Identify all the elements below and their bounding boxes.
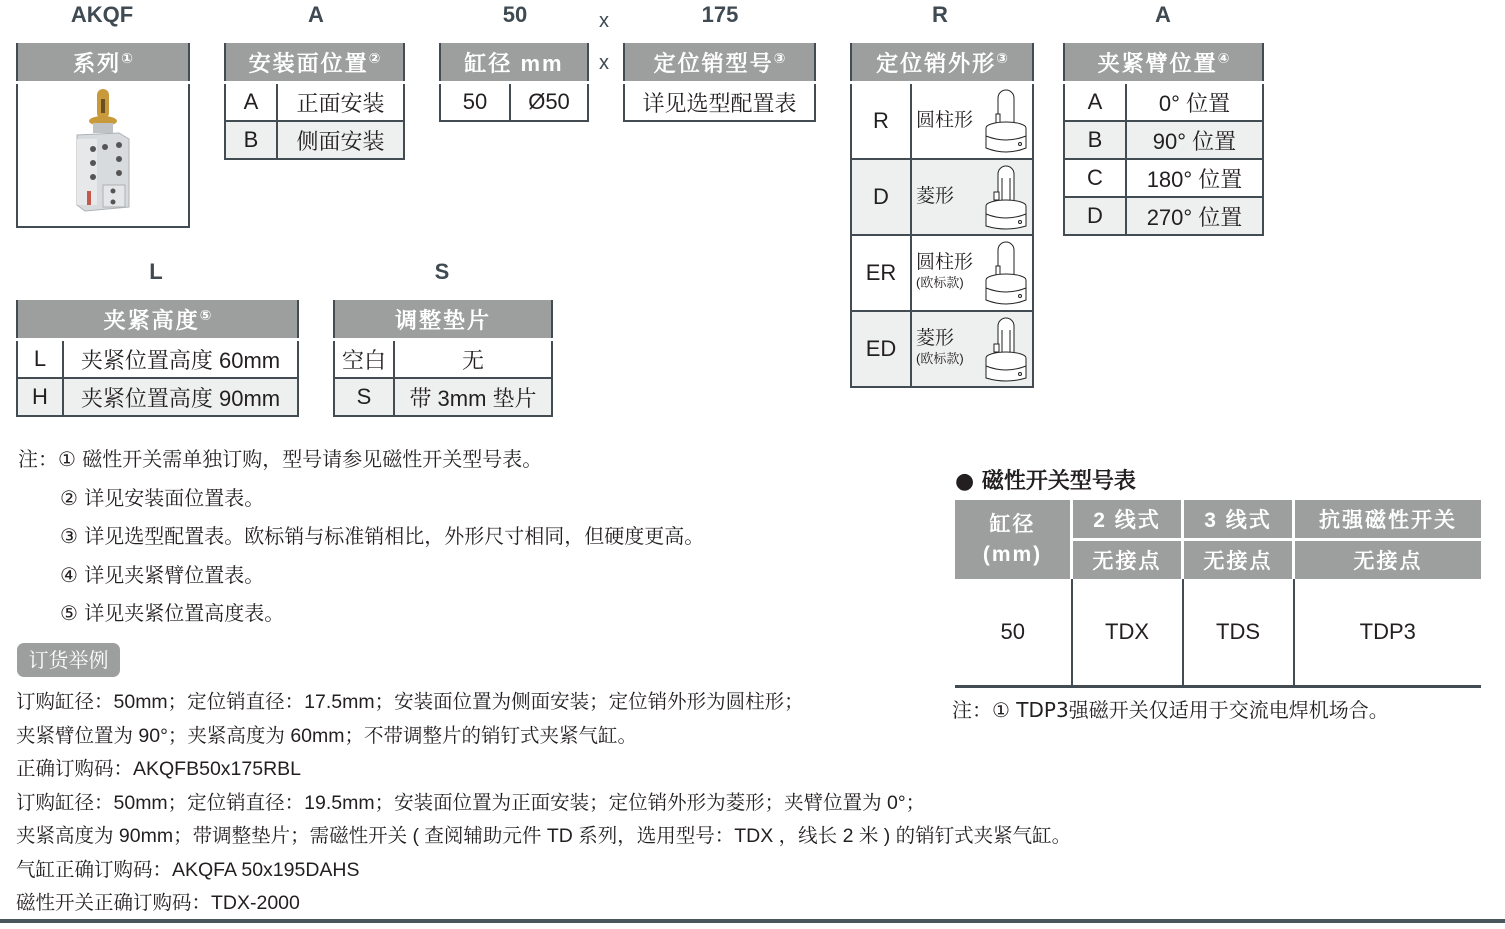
- mag-strong: TDP3: [1294, 579, 1482, 687]
- example-line: 正确订购码：AKQFB50x175RBL: [16, 758, 302, 780]
- diamond-pin-eu-icon: [982, 316, 1030, 386]
- arm-code: A: [1064, 83, 1126, 122]
- notes: [18, 440, 704, 633]
- pin-shape-option: [911, 83, 1033, 160]
- separator-x: x: [599, 52, 609, 74]
- code-pin-shape: R: [932, 2, 948, 27]
- arm-code: B: [1064, 121, 1126, 159]
- cylindrical-pin-eu-icon: [982, 240, 1030, 310]
- series-header: 系列①: [17, 43, 189, 83]
- mount-header: 安装面位置②: [225, 43, 404, 83]
- col1-top: 2 线式: [1072, 500, 1183, 540]
- pin-shape-name: 菱形: [916, 328, 955, 349]
- magnetic-switch-note: 注：① TDP3强磁开关仅适用于交流电焊机场合。: [952, 698, 1389, 722]
- code-shim: S: [434, 259, 450, 284]
- arm-desc: 0° 位置: [1126, 83, 1263, 122]
- pin-model-table: [623, 43, 816, 122]
- pin-shape-code: ER: [851, 235, 911, 311]
- mag-bore: 50: [955, 579, 1072, 687]
- pin-shape-option: [911, 311, 1033, 387]
- shim-table: [333, 300, 553, 417]
- pin-shape-name: 菱形: [916, 186, 955, 207]
- bore-header: 缸径 mm: [440, 43, 588, 83]
- clamp-cylinder-photo: [63, 87, 143, 217]
- pin-shape-table: [850, 43, 1034, 388]
- shim-desc: 带 3mm 垫片: [394, 378, 552, 416]
- col3-top: 抗强磁性开关: [1294, 500, 1482, 540]
- cylindrical-pin-icon: [982, 88, 1030, 158]
- mount-desc: 正面安装: [277, 83, 404, 122]
- note-item: ④ 详见夹紧臂位置表。: [60, 562, 265, 587]
- diamond-pin-icon: [982, 164, 1030, 234]
- mount-table: [224, 43, 405, 160]
- clamp-height-table: [16, 300, 299, 417]
- table-row: [955, 579, 1481, 687]
- series-table: [16, 43, 190, 228]
- pin-shape-sub: (欧标款): [916, 275, 964, 290]
- arm-header: 夹紧臂位置④: [1064, 43, 1263, 83]
- mount-code: A: [225, 83, 277, 122]
- bore-code: 50: [440, 83, 510, 122]
- col1-bottom: 无接点: [1072, 540, 1183, 580]
- mount-desc: 侧面安装: [277, 121, 404, 159]
- shim-code: 空白: [334, 340, 394, 379]
- example-line: 夹紧臂位置为 90°；夹紧高度为 60mm；不带调整片的销钉式夹紧气缸。: [16, 724, 638, 747]
- pin-shape-name: 圆柱形: [916, 110, 974, 131]
- height-header: 夹紧高度⑤: [17, 300, 298, 340]
- shim-code: S: [334, 378, 394, 416]
- col2-bottom: 无接点: [1183, 540, 1294, 580]
- note-item: 注：① 磁性开关需单独订购，型号请参见磁性开关型号表。: [18, 447, 543, 471]
- col3-bottom: 无接点: [1294, 540, 1482, 580]
- pin-shape-option: [911, 235, 1033, 311]
- pin-shape-code: ED: [851, 311, 911, 387]
- height-desc: 夹紧位置高度 90mm: [63, 378, 298, 416]
- shim-desc: 无: [394, 340, 552, 379]
- code-series: AKQF: [70, 2, 134, 27]
- order-example: [16, 686, 1071, 921]
- example-line: 磁性开关正确订购码：TDX-2000: [16, 892, 300, 914]
- pin-shape-name: 圆柱形: [916, 252, 974, 273]
- arm-desc: 270° 位置: [1126, 197, 1263, 235]
- arm-desc: 90° 位置: [1126, 121, 1263, 159]
- code-bore: 50: [502, 2, 528, 27]
- code-arm-position: A: [1155, 2, 1171, 27]
- mount-code: B: [225, 121, 277, 159]
- pin-shape-sub: (欧标款): [916, 351, 964, 366]
- example-line: 气缸正确订购码：AKQFA 50x195DAHS: [16, 858, 360, 881]
- height-code: L: [17, 340, 63, 379]
- code-clamp-height: L: [149, 259, 163, 284]
- mag-2wire: TDX: [1072, 579, 1183, 687]
- shim-header: 调整垫片: [334, 300, 552, 340]
- col2-top: 3 线式: [1183, 500, 1294, 540]
- arm-position-table: [1063, 43, 1264, 236]
- pin-shape-option: [911, 159, 1033, 235]
- bullet-icon: ●: [955, 469, 975, 494]
- separator-x: x: [599, 10, 609, 32]
- height-desc: 夹紧位置高度 60mm: [63, 340, 298, 379]
- order-example-badge: 订货举例: [17, 643, 120, 677]
- pin-shape-code: D: [851, 159, 911, 235]
- pin-shape-code: R: [851, 83, 911, 160]
- arm-code: C: [1064, 159, 1126, 197]
- magnetic-switch-table: [955, 500, 1481, 688]
- arm-desc: 180° 位置: [1126, 159, 1263, 197]
- example-line: 订购缸径：50mm；定位销直径：19.5mm；安装面位置为正面安装；定位销外形为菱形；夹臂位置为 0°；: [16, 791, 926, 814]
- code-pin-model: 175: [701, 2, 739, 27]
- bottom-divider: [0, 919, 1505, 923]
- pin-model-header: 定位销型号③: [624, 43, 815, 83]
- arm-code: D: [1064, 197, 1126, 235]
- pin-model-desc: 详见选型配置表: [624, 83, 815, 122]
- bore-desc: Ø50: [510, 83, 588, 122]
- bore-table: [439, 43, 589, 122]
- series-image-cell: [17, 83, 189, 228]
- note-item: ⑤ 详见夹紧位置高度表。: [60, 601, 285, 626]
- height-code: H: [17, 378, 63, 416]
- bore-col-header: 缸径 (mm): [955, 500, 1072, 579]
- code-mount: A: [308, 2, 324, 27]
- example-line: 订购缸径：50mm；定位销直径：17.5mm；安装面位置为侧面安装；定位销外形为圆柱形；: [16, 691, 804, 713]
- note-item: ③ 详见选型配置表。欧标销与标准销相比，外形尺寸相同，但硬度更高。: [60, 524, 705, 549]
- example-line: 夹紧高度为 90mm；带调整垫片；需磁性开关 ( 查阅辅助元件 TD 系列，选用型号：TDX ，线长 2 米 ) 的销钉式夹紧气缸。: [16, 825, 1072, 847]
- pin-shape-header: 定位销外形③: [851, 43, 1033, 83]
- magnetic-switch-title: ● 磁性开关型号表: [955, 469, 1136, 494]
- note-item: ② 详见安装面位置表。: [60, 485, 265, 510]
- mag-3wire: TDS: [1183, 579, 1294, 687]
